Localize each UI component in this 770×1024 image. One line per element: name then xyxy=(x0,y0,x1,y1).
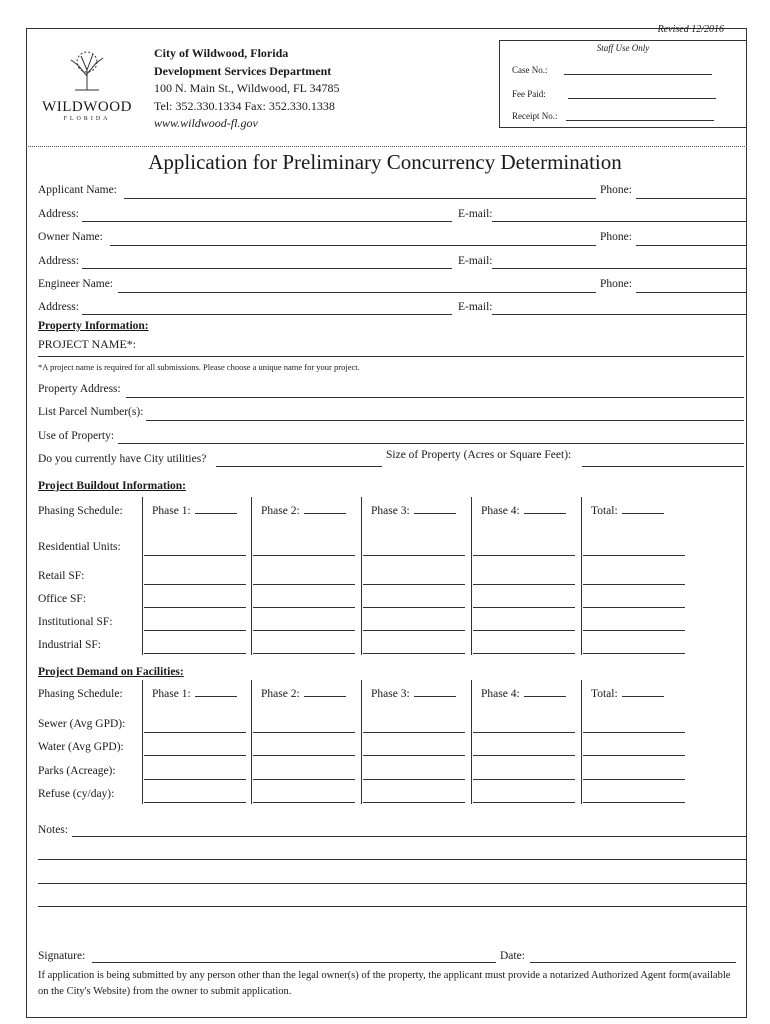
demand-cell-field[interactable] xyxy=(583,802,685,803)
demand-phase-3-header xyxy=(371,688,456,700)
date-label: Date: xyxy=(500,950,525,962)
buildout-cell-field[interactable] xyxy=(583,653,685,654)
demand-row-label: Parks (Acreage): xyxy=(38,765,116,777)
applicant-address-field[interactable] xyxy=(82,221,452,222)
logo-wordmark: WILDWOOD xyxy=(42,99,132,115)
notes-label: Notes: xyxy=(38,824,69,836)
buildout-phase-value-field[interactable] xyxy=(414,512,456,514)
notes-line-1[interactable] xyxy=(72,836,746,837)
demand-cell-field[interactable] xyxy=(144,802,246,803)
demand-phasing-label: Phasing Schedule: xyxy=(38,688,123,700)
buildout-cell-field[interactable] xyxy=(363,607,465,608)
property-size-label: Size of Property (Acres or Square Feet): xyxy=(386,449,572,461)
buildout-phase-3-header xyxy=(371,505,456,517)
buildout-cell-field[interactable] xyxy=(363,653,465,654)
buildout-cell-field[interactable] xyxy=(473,653,575,654)
buildout-grid-divider xyxy=(361,497,362,655)
receipt-no-label: Receipt No.: xyxy=(512,111,558,121)
demand-cell-field[interactable] xyxy=(473,755,575,756)
demand-cell-field[interactable] xyxy=(144,755,246,756)
applicant-phone-field[interactable] xyxy=(636,198,746,199)
demand-phase-4-header xyxy=(481,688,566,700)
buildout-grid-divider xyxy=(142,497,143,655)
buildout-row-label: Residential Units: xyxy=(38,541,121,553)
notes-line-4[interactable] xyxy=(38,906,746,907)
buildout-cell-field[interactable] xyxy=(363,630,465,631)
applicant-email-field[interactable] xyxy=(492,221,746,222)
buildout-heading: Project Buildout Information: xyxy=(38,480,187,492)
department-name: Development Services Department xyxy=(154,63,332,78)
buildout-cell-field[interactable] xyxy=(144,584,246,585)
staff-use-box xyxy=(499,40,747,128)
property-address-label: Property Address: xyxy=(38,383,121,395)
buildout-row-label: Office SF: xyxy=(38,593,87,605)
demand-cell-field[interactable] xyxy=(583,779,685,780)
buildout-grid-divider xyxy=(581,497,582,655)
buildout-cell-field[interactable] xyxy=(473,584,575,585)
owner-email-field[interactable] xyxy=(492,268,746,269)
applicant-name-field[interactable] xyxy=(124,198,596,199)
demand-phase-label: Phase 3: xyxy=(371,688,410,700)
demand-cell-field[interactable] xyxy=(363,779,465,780)
case-no-field[interactable] xyxy=(564,65,712,75)
buildout-cell-field[interactable] xyxy=(144,653,246,654)
buildout-phase-label: Total: xyxy=(591,505,618,517)
demand-row-label: Sewer (Avg GPD): xyxy=(38,718,126,730)
buildout-phase-label: Phase 2: xyxy=(261,505,300,517)
buildout-phase-1-header xyxy=(152,505,237,517)
city-utilities-field[interactable] xyxy=(216,466,382,467)
property-info-heading: Property Information: xyxy=(38,320,149,332)
demand-cell-field[interactable] xyxy=(253,755,355,756)
applicant-phone-label: Phone: xyxy=(600,184,632,196)
fee-paid-label: Fee Paid: xyxy=(512,89,546,99)
case-no-label: Case No.: xyxy=(512,65,548,75)
signature-label: Signature: xyxy=(38,950,86,962)
applicant-address-label: Address: xyxy=(38,208,79,220)
buildout-cell-field[interactable] xyxy=(473,630,575,631)
owner-email-label: E-mail: xyxy=(458,255,493,267)
engineer-phone-label: Phone: xyxy=(600,278,632,290)
demand-cell-field[interactable] xyxy=(583,755,685,756)
demand-grid-divider xyxy=(471,680,472,804)
owner-name-label: Owner Name: xyxy=(38,231,103,243)
form-title: Application for Preliminary Concurrency Determination xyxy=(148,150,622,174)
engineer-phone-field[interactable] xyxy=(636,292,746,293)
buildout-cell-field[interactable] xyxy=(583,607,685,608)
engineer-address-field[interactable] xyxy=(82,314,452,315)
buildout-cell-field[interactable] xyxy=(253,630,355,631)
engineer-name-field[interactable] xyxy=(118,292,596,293)
footer-note: If application is being submitted by any person other than the legal owner(s) of the property, the applicant must provide a notarized Authorized Agent form(available on the City's Website) from the owner to submit application. xyxy=(38,970,731,997)
demand-cell-field[interactable] xyxy=(583,732,685,733)
city-name: City of Wildwood, Florida xyxy=(154,46,289,60)
date-field[interactable] xyxy=(530,962,736,963)
buildout-grid-divider xyxy=(251,497,252,655)
notes-line-3[interactable] xyxy=(38,883,746,884)
receipt-no-field[interactable] xyxy=(566,111,714,121)
city-phones: Tel: 352.330.1334 Fax: 352.330.1338 xyxy=(154,98,335,113)
demand-cell-field[interactable] xyxy=(473,802,575,803)
use-of-property-label: Use of Property: xyxy=(38,430,115,442)
demand-grid-divider xyxy=(581,680,582,804)
city-logo xyxy=(42,50,132,122)
demand-phase-1-header xyxy=(152,688,237,700)
buildout-cell-field[interactable] xyxy=(363,584,465,585)
demand-grid-divider xyxy=(142,680,143,804)
city-header xyxy=(154,45,340,133)
demand-heading: Project Demand on Facilities: xyxy=(38,666,184,678)
demand-cell-field[interactable] xyxy=(253,802,355,803)
buildout-phasing-label: Phasing Schedule: xyxy=(38,505,123,517)
buildout-grid-divider xyxy=(471,497,472,655)
property-address-field[interactable] xyxy=(126,397,744,398)
demand-phase-label: Phase 4: xyxy=(481,688,520,700)
engineer-name-label: Engineer Name: xyxy=(38,278,114,290)
demand-phase-value-field[interactable] xyxy=(414,695,456,697)
applicant-email-label: E-mail: xyxy=(458,208,493,220)
demand-cell-field[interactable] xyxy=(363,802,465,803)
buildout-cell-field[interactable] xyxy=(583,555,685,556)
owner-address-label: Address: xyxy=(38,255,79,267)
engineer-email-label: E-mail: xyxy=(458,301,493,313)
applicant-name-label: Applicant Name: xyxy=(38,184,117,196)
buildout-cell-field[interactable] xyxy=(473,555,575,556)
demand-phase-value-field[interactable] xyxy=(622,695,664,697)
project-name-field[interactable] xyxy=(38,356,744,357)
buildout-cell-field[interactable] xyxy=(363,555,465,556)
staff-title: Staff Use Only xyxy=(596,43,650,53)
demand-grid-divider xyxy=(251,680,252,804)
buildout-row-label: Industrial SF: xyxy=(38,639,101,651)
parcel-numbers-field[interactable] xyxy=(146,420,744,421)
owner-address-field[interactable] xyxy=(82,268,452,269)
buildout-row-label: Institutional SF: xyxy=(38,616,113,628)
demand-phase-5-header xyxy=(591,688,664,700)
demand-cell-field[interactable] xyxy=(144,732,246,733)
revised-date: Revised 12/2016 xyxy=(657,24,724,35)
header-divider xyxy=(26,146,747,147)
buildout-cell-field[interactable] xyxy=(144,607,246,608)
notes-line-2[interactable] xyxy=(38,859,746,860)
city-website[interactable]: www.wildwood-fl.gov xyxy=(154,116,258,130)
demand-grid-divider xyxy=(361,680,362,804)
buildout-phase-4-header xyxy=(481,505,566,517)
parcel-numbers-label: List Parcel Number(s): xyxy=(38,406,144,418)
buildout-cell-field[interactable] xyxy=(583,584,685,585)
buildout-row-label: Retail SF: xyxy=(38,570,85,582)
buildout-phase-value-field[interactable] xyxy=(195,512,237,514)
demand-cell-field[interactable] xyxy=(253,732,355,733)
demand-phase-label: Phase 2: xyxy=(261,688,300,700)
buildout-phase-2-header xyxy=(261,505,346,517)
use-of-property-field[interactable] xyxy=(118,443,744,444)
buildout-phase-label: Phase 3: xyxy=(371,505,410,517)
buildout-phase-value-field[interactable] xyxy=(622,512,664,514)
demand-cell-field[interactable] xyxy=(253,779,355,780)
demand-phase-value-field[interactable] xyxy=(195,695,237,697)
buildout-cell-field[interactable] xyxy=(144,555,246,556)
buildout-cell-field[interactable] xyxy=(473,607,575,608)
city-address: 100 N. Main St., Wildwood, FL 34785 xyxy=(154,81,340,95)
demand-cell-field[interactable] xyxy=(363,755,465,756)
buildout-cell-field[interactable] xyxy=(144,630,246,631)
fee-paid-field[interactable] xyxy=(568,89,716,99)
demand-row-label: Refuse (cy/day): xyxy=(38,788,115,800)
demand-phase-label: Phase 1: xyxy=(152,688,191,700)
demand-cell-field[interactable] xyxy=(144,779,246,780)
buildout-phase-label: Phase 4: xyxy=(481,505,520,517)
buildout-phase-label: Phase 1: xyxy=(152,505,191,517)
demand-phase-2-header xyxy=(261,688,346,700)
buildout-cell-field[interactable] xyxy=(253,607,355,608)
owner-phone-label: Phone: xyxy=(600,231,632,243)
project-name-label: PROJECT NAME*: xyxy=(38,337,137,351)
demand-row-label: Water (Avg GPD): xyxy=(38,741,124,753)
form-border xyxy=(26,28,747,1018)
buildout-cell-field[interactable] xyxy=(253,584,355,585)
engineer-email-field[interactable] xyxy=(492,314,746,315)
project-name-note: *A project name is required for all submissions. Please choose a unique name for your project. xyxy=(38,362,360,372)
buildout-cell-field[interactable] xyxy=(253,555,355,556)
owner-phone-field[interactable] xyxy=(636,245,746,246)
tree-icon xyxy=(65,50,109,92)
engineer-address-label: Address: xyxy=(38,301,79,313)
signature-field[interactable] xyxy=(92,962,496,963)
buildout-phase-value-field[interactable] xyxy=(524,512,566,514)
buildout-cell-field[interactable] xyxy=(253,653,355,654)
property-size-field[interactable] xyxy=(582,466,744,467)
buildout-phase-5-header xyxy=(591,505,664,517)
demand-phase-value-field[interactable] xyxy=(304,695,346,697)
demand-phase-value-field[interactable] xyxy=(524,695,566,697)
demand-phase-label: Total: xyxy=(591,688,618,700)
city-utilities-label: Do you currently have City utilities? xyxy=(38,453,207,465)
demand-cell-field[interactable] xyxy=(473,779,575,780)
buildout-phase-value-field[interactable] xyxy=(304,512,346,514)
logo-state: FLORIDA xyxy=(63,116,111,122)
owner-name-field[interactable] xyxy=(110,245,596,246)
buildout-cell-field[interactable] xyxy=(583,630,685,631)
demand-cell-field[interactable] xyxy=(363,732,465,733)
demand-cell-field[interactable] xyxy=(473,732,575,733)
